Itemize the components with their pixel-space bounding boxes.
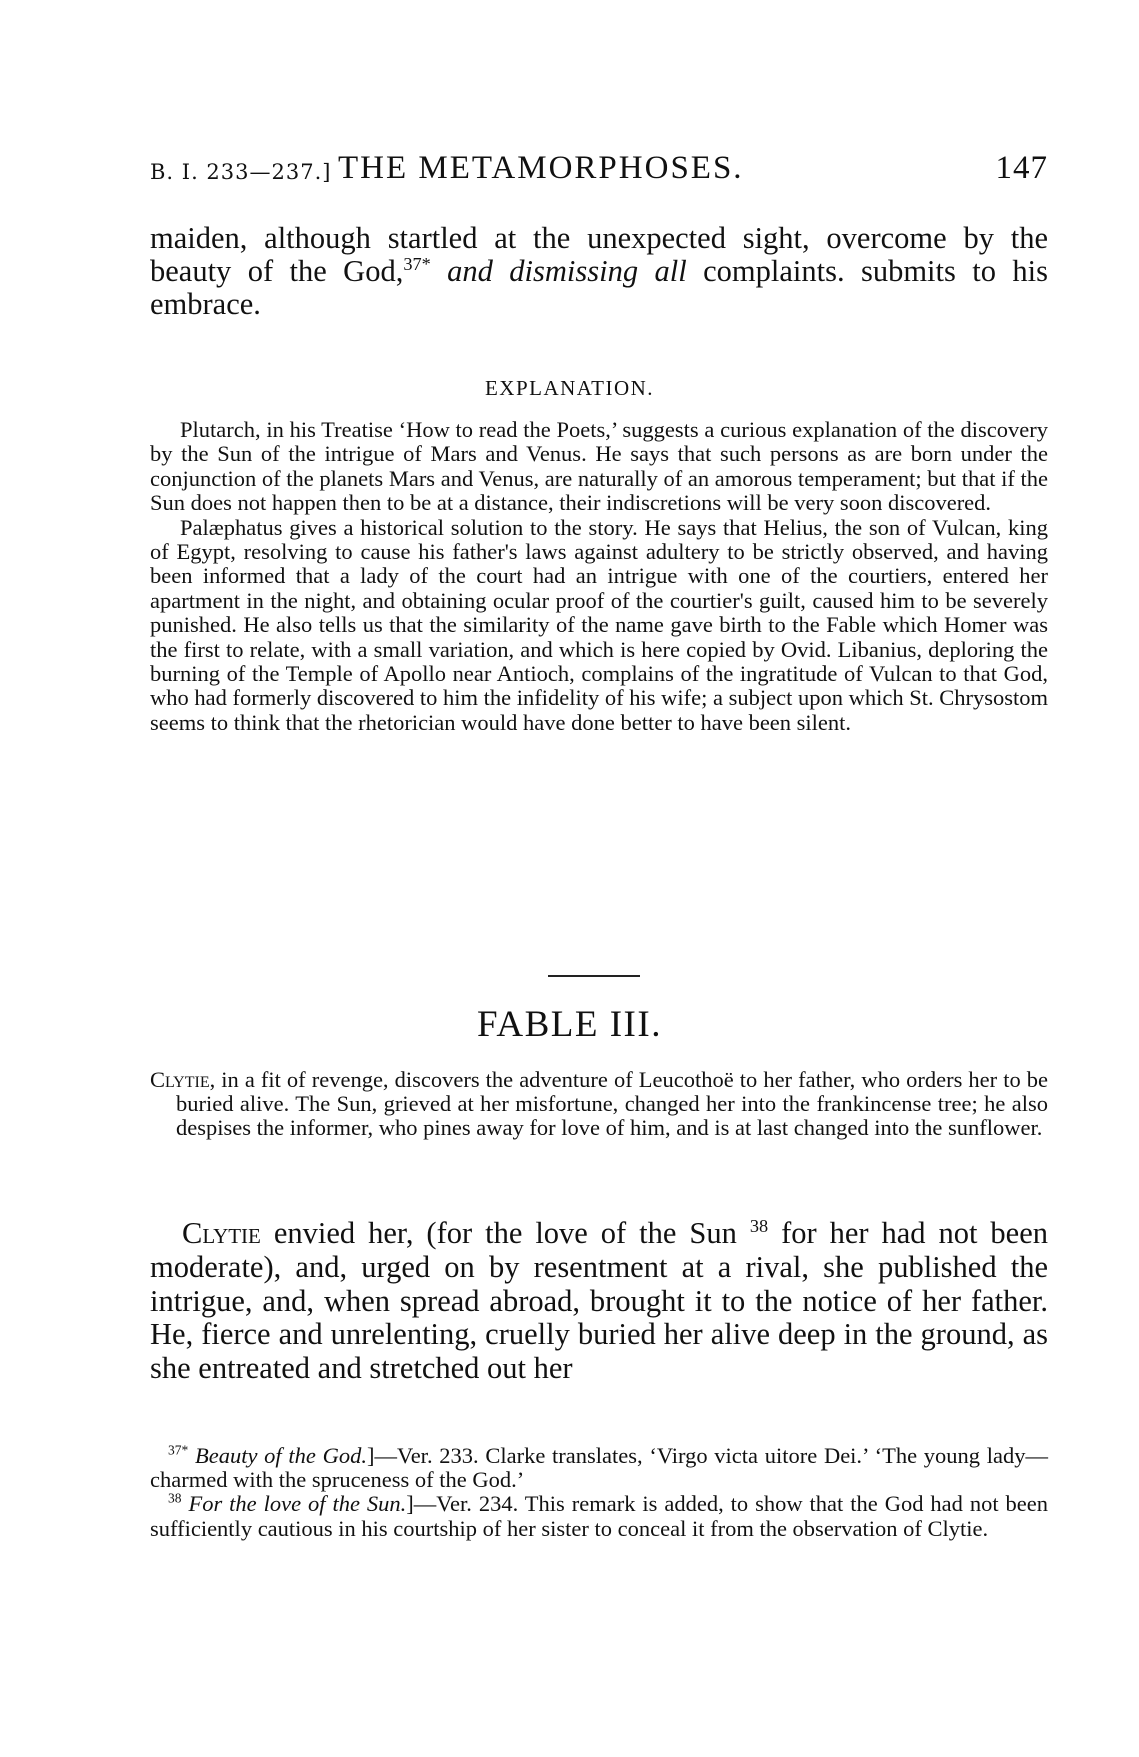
section-divider	[548, 975, 640, 977]
footnote-38-text: ]—Ver. 234. This remark is added, to show that the God had not been sufficiently cautious in his courtship of her sister to conceal it from the observation of Clytie.	[150, 1491, 1049, 1541]
book-reference: B. I. 233—237.]	[150, 160, 332, 184]
page-number: 147	[995, 150, 1048, 186]
footnote-37-mark: 37*	[168, 1442, 189, 1458]
argument-body: , in a fit of revenge, discovers the adventure of Leucothoë to her father, who orders her to be buried alive. The Sun, grieved at her misfortune, changed her into the frankincense tree; he also despises the informer, who pines away for love of him, and is at last changed into the sunflower.	[176, 1067, 1048, 1141]
fable-argument	[150, 1068, 1048, 1141]
footnote-38-lemma: For the love of the Sun.	[188, 1491, 407, 1517]
explanation-heading: EXPLANATION.	[484, 376, 655, 400]
footnote-37-lemma: Beauty of the God.	[194, 1443, 367, 1468]
lead-paragraph	[150, 222, 1048, 321]
footnote-37	[150, 1444, 1048, 1492]
main-paragraph	[150, 1217, 1048, 1386]
main-text-a: envied her, (for the love of the Sun	[260, 1216, 737, 1250]
lead-text	[150, 222, 1048, 321]
footnote-marker-38: 38	[749, 1215, 769, 1236]
explanation-paragraph-2: Palæphatus gives a historical solution to the story. He says that Helius, the son of Vulcan, king of Egypt, resolving to cause his father's laws against adultery to be strictly observed, and having been informed that a lady of the court had an intrigue with one of the courtiers, entered her apartment in the night, and obtaining ocular proof of the courtier's guilt, caused him to be severely punished. He also tells us that the similarity of the name gave birth to the Fable which Homer was the first to relate, with a small variation, and which is here copied by Ovid. Libanius, deploring the burning of the Temple of Apollo near Antioch, complains of the ingratitude of Vulcan to that God, who had formerly discovered to him the infidelity of his wife; a subject upon which St. Chrysostom seems to think that the rhetorician would have done better to have been silent.	[150, 514, 1048, 735]
main-text-b: for her had not been moderate), and, urged on by resentment at a rival, she published the intrigue, and, when spread abroad, brought it to the notice of her father. He, fierce and unrelenting, cruelly buried her alive deep in the ground, as she entreated and stretched out her	[150, 1216, 1049, 1386]
lead-italic: and dismissing all	[430, 254, 687, 288]
lead-text-c: complaints. submits to his embrace.	[150, 254, 1048, 321]
main-text	[150, 1217, 1048, 1386]
footnotes	[150, 1444, 1048, 1541]
fable-heading: FABLE III.	[477, 1004, 662, 1045]
lead-text-a: maiden, although startled at the unexpected sight, overcome by the beauty of the God,	[150, 221, 1048, 288]
argument-name: Clytie	[150, 1067, 210, 1092]
explanation-section	[150, 418, 1048, 735]
explanation-paragraph-1: Plutarch, in his Treatise ‘How to read the Poets,’ suggests a curious explanation of the discovery by the Sun of the intrigue of Mars and Venus. He says that such persons as are born under the conjunction of the planets Mars and Venus, are naturally of an amorous temperament; but that if the Sun does not happen then to be at a distance, their indiscretions will be very soon discovered.	[150, 417, 1048, 516]
footnote-38	[150, 1492, 1048, 1540]
running-header	[150, 150, 1048, 190]
argument-text	[150, 1068, 1048, 1141]
footnote-37-text: ]—Ver. 233. Clarke translates, ‘Virgo victa uitore Dei.’ ‘The young lady—charmed with the spruceness of the God.’	[150, 1443, 1048, 1493]
footnote-38-mark: 38	[168, 1490, 182, 1506]
footnote-marker-37: 37*	[403, 253, 431, 274]
main-name: Clytie	[182, 1216, 261, 1250]
running-title: THE METAMORPHOSES.	[338, 150, 744, 186]
